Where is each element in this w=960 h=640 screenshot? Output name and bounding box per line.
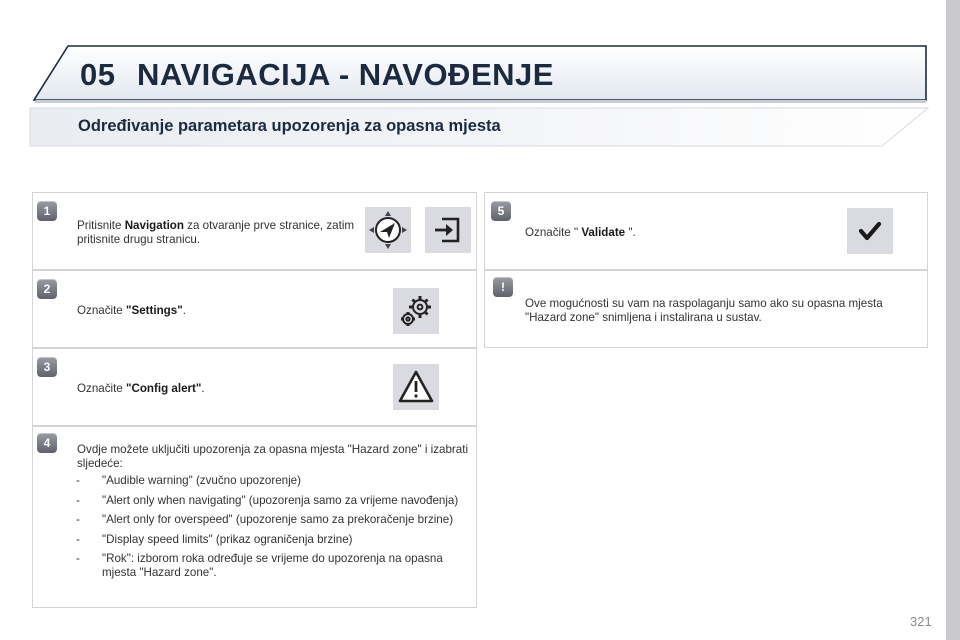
step-2-badge: 2 — [37, 279, 57, 299]
list-item: - "Alert only when navigating" (upozorenja samo za vrijeme navođenja) — [76, 493, 459, 507]
chapter-title: NAVIGACIJA - NAVOĐENJE — [137, 57, 554, 92]
settings-gears-icon — [396, 291, 436, 331]
step-3-badge: 3 — [37, 357, 57, 377]
list-item: - "Display speed limits" (prikaz ograničenja brzine) — [76, 532, 353, 546]
step-3-panel — [32, 348, 477, 426]
navigation-button[interactable] — [365, 207, 411, 253]
page-number: 321 — [910, 614, 932, 629]
step-1-badge: 1 — [37, 201, 57, 221]
step-5-text: Označite " Validate ". — [525, 226, 636, 239]
step-2-panel — [32, 270, 477, 348]
checkmark-icon — [855, 216, 885, 246]
list-item: - "Alert only for overspeed" (upozorenje samo za prekoračenje brzine) — [76, 513, 454, 526]
next-page-icon — [430, 212, 466, 248]
config-alert-button[interactable] — [393, 364, 439, 410]
validate-button[interactable] — [847, 208, 893, 254]
step-5-panel — [484, 192, 928, 270]
step-1-panel — [32, 192, 477, 270]
chapter-number: 05 — [80, 57, 116, 92]
note-text: Ove mogućnosti su vam na raspolaganju samo ako su opasna mjesta "Hazard zone" snimljena i instalirana u sustav. — [525, 297, 883, 324]
navigation-dial-icon — [366, 208, 410, 252]
note-badge: ! — [493, 277, 513, 297]
page-edge-strip — [946, 0, 960, 640]
list-item: - "Rok": izborom roka određuje se vrijeme do upozorenja na opasna mjesta "Hazard zone". — [76, 552, 443, 579]
warning-triangle-icon — [396, 367, 436, 407]
step-4-badge: 4 — [37, 433, 57, 453]
hazard-options-list — [76, 474, 476, 585]
step-5-badge: 5 — [491, 201, 511, 221]
note-panel — [484, 270, 928, 348]
step-1-text: Pritisnite Navigation za otvaranje prve stranice, zatim pritisnite drugu stranicu. — [77, 219, 355, 246]
settings-button[interactable] — [393, 288, 439, 334]
step-3-text: Označite "Config alert". — [77, 382, 205, 395]
section-subtitle: Određivanje parametara upozorenja za opasna mjesta — [78, 117, 501, 135]
list-item: - "Audible warning" (zvučno upozorenje) — [76, 474, 301, 487]
step-2-text: Označite "Settings". — [77, 304, 186, 317]
step-4-intro: Ovdje možete uključiti upozorenja za opasna mjesta "Hazard zone" i izabrati sljedeće: — [77, 443, 469, 470]
next-page-button[interactable] — [425, 207, 471, 253]
